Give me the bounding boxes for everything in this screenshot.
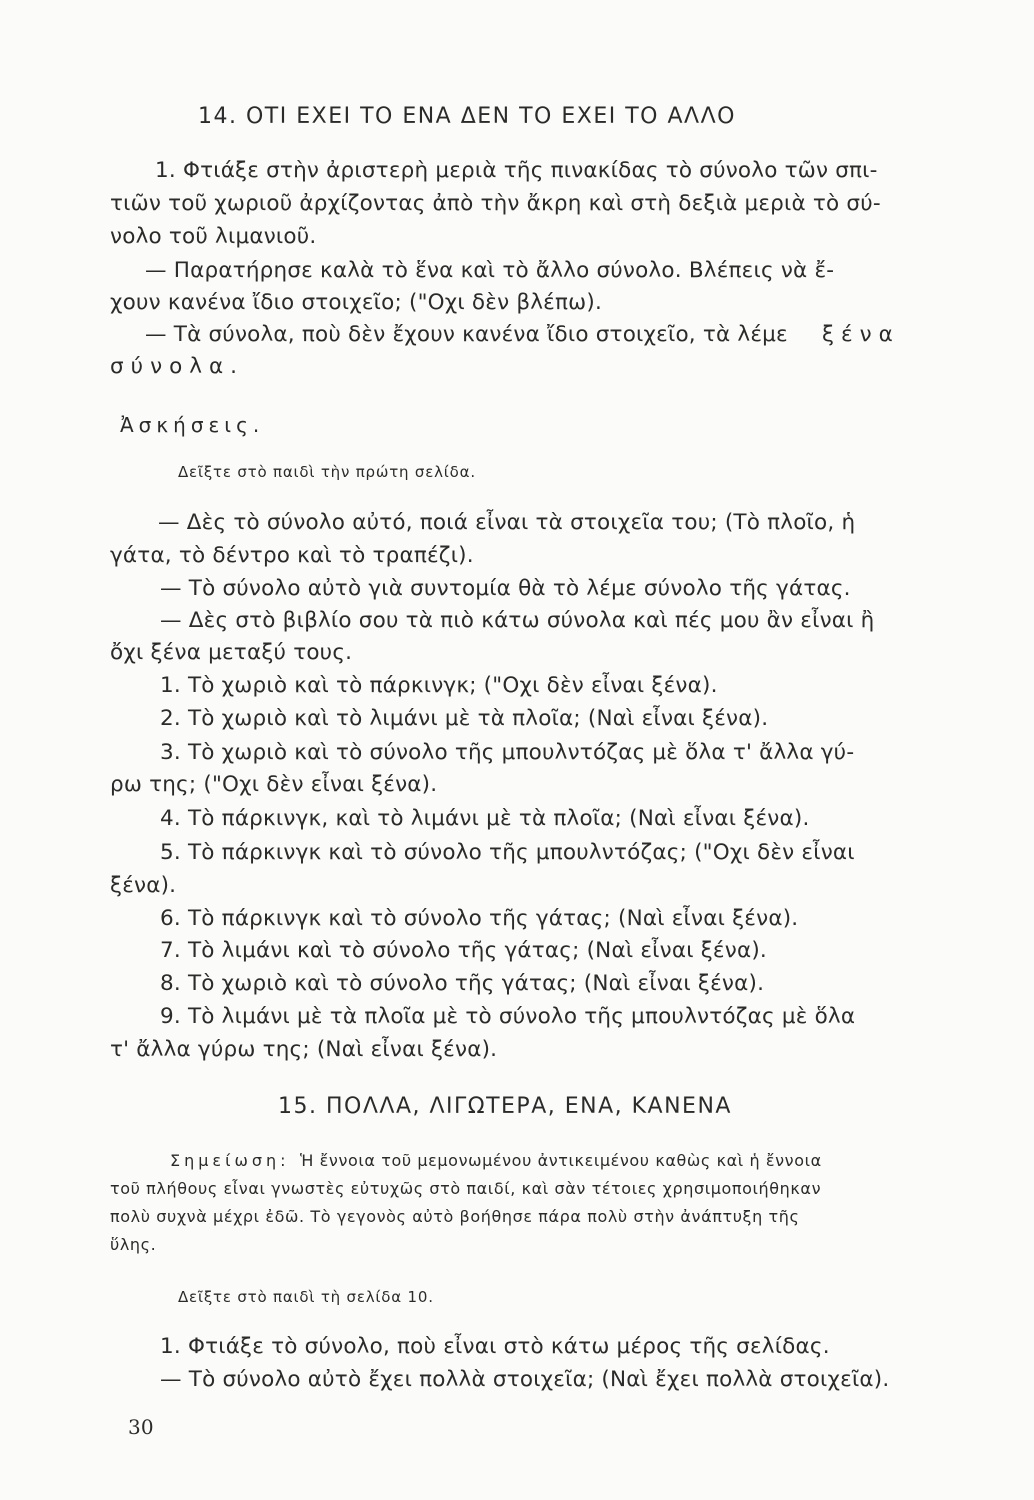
exercise-line: γάτα, τὸ δέντρο καὶ τὸ τραπέζι). xyxy=(110,543,474,568)
paragraph-line: 1. Φτιάξε στὴν ἀριστερὴ μεριὰ τῆς πινακίδας τὸ σύνολο τῶν σπι- xyxy=(155,158,878,183)
exercise-item: 4. Τὸ πάρκινγκ, καὶ τὸ λιμάνι μὲ τὰ πλοῖα; (Ναὶ εἶναι ξένα). xyxy=(160,806,810,831)
term-synola: σύνολα. xyxy=(110,354,244,379)
instruction: Δεῖξτε στὸ παιδὶ τὴ σελίδα 10. xyxy=(178,1288,434,1306)
exercise-item: 1. Τὸ χωριὸ καὶ τὸ πάρκινγκ; ("Οχι δὲν εἶναι ξένα). xyxy=(160,673,718,698)
note-line: τοῦ πλήθους εἶναι γνωστὲς εὐτυχῶς στὸ παιδί, καὶ σὰν τέτοιες χρησιμοποιήθηκαν xyxy=(110,1179,822,1198)
exercise-line: — Δὲς στὸ βιβλίο σου τὰ πιὸ κάτω σύνολα καὶ πές μου ἂν εἶναι ἢ xyxy=(160,608,875,633)
paragraph-line: — Παρατήρησε καλὰ τὸ ἕνα καὶ τὸ ἄλλο σύνολο. Βλέπεις νὰ ἔ- xyxy=(145,258,835,283)
paragraph-line: — Τὰ σύνολα, ποὺ δὲν ἔχουν κανένα ἴδιο στοιχεῖο, τὰ λέμε xyxy=(145,322,788,347)
exercise-line: 1. Φτιάξε τὸ σύνολο, ποὺ εἶναι στὸ κάτω μέρος τῆς σελίδας. xyxy=(160,1334,830,1359)
exercise-item: ξένα). xyxy=(110,873,177,898)
exercise-item: 3. Τὸ χωριὸ καὶ τὸ σύνολο τῆς μπουλντόζας μὲ ὅλα τ' ἄλλα γύ- xyxy=(160,740,855,765)
note-line: Ἡ ἔννοια τοῦ μεμονωμένου ἀντικειμένου καθὼς καὶ ἡ ἔννοια xyxy=(300,1151,822,1170)
exercise-item: 5. Τὸ πάρκινγκ καὶ τὸ σύνολο τῆς μπουλντόζας; ("Οχι δὲν εἶναι xyxy=(160,840,855,865)
note-label: Σημείωση: xyxy=(170,1151,290,1170)
exercise-item: ρω της; ("Οχι δὲν εἶναι ξένα). xyxy=(110,772,438,797)
note-line: πολὺ συχνὰ μέχρι ἐδῶ. Τὸ γεγονὸς αὐτὸ βοήθησε πάρα πολὺ στὴν ἀνάπτυξη τῆς xyxy=(110,1207,800,1226)
paragraph-line: χουν κανένα ἴδιο στοιχεῖο; ("Οχι δὲν βλέπω). xyxy=(110,290,602,315)
section-15-title: 15. ΠΟΛΛΑ, ΛΙΓΩΤΕΡΑ, ΕΝΑ, ΚΑΝΕΝΑ xyxy=(278,1094,732,1119)
note-line: ὕλης. xyxy=(110,1235,157,1254)
exercise-item: 2. Τὸ χωριὸ καὶ τὸ λιμάνι μὲ τὰ πλοῖα; (Ναὶ εἶναι ξένα). xyxy=(160,706,769,731)
paragraph-line: νολο τοῦ λιμανιοῦ. xyxy=(110,224,317,249)
term-xena: ξένα xyxy=(822,322,900,347)
exercise-item: 8. Τὸ χωριὸ καὶ τὸ σύνολο τῆς γάτας; (Ναὶ εἶναι ξένα). xyxy=(160,971,765,996)
exercise-item: τ' ἄλλα γύρω της; (Ναὶ εἶναι ξένα). xyxy=(110,1037,498,1062)
exercise-item: 7. Τὸ λιμάνι καὶ τὸ σύνολο τῆς γάτας; (Ναὶ εἶναι ξένα). xyxy=(160,938,767,963)
instruction: Δεῖξτε στὸ παιδὶ τὴν πρώτη σελίδα. xyxy=(178,463,476,481)
page-number: 30 xyxy=(128,1415,154,1439)
exercise-line: ὄχι ξένα μεταξύ τους. xyxy=(110,640,353,665)
paragraph-line: τιῶν τοῦ χωριοῦ ἀρχίζοντας ἀπὸ τὴν ἄκρη καὶ στὴ δεξιὰ μεριὰ τὸ σύ- xyxy=(110,191,881,216)
exercise-item: 9. Τὸ λιμάνι μὲ τὰ πλοῖα μὲ τὸ σύνολο τῆς μπουλντόζας μὲ ὅλα xyxy=(160,1004,856,1029)
exercise-line: — Τὸ σύνολο αὐτὸ ἔχει πολλὰ στοιχεῖα; (Ναὶ ἔχει πολλὰ στοιχεῖα). xyxy=(160,1367,890,1392)
section-14-title: 14. ΟΤΙ ΕΧΕΙ ΤΟ ΕΝΑ ΔΕΝ ΤΟ ΕΧΕΙ ΤΟ ΑΛΛΟ xyxy=(198,104,736,129)
exercise-line: — Δὲς τὸ σύνολο αὐτό, ποιά εἶναι τὰ στοιχεῖα του; (Τὸ πλοῖο, ἡ xyxy=(158,510,856,535)
exercise-item: 6. Τὸ πάρκινγκ καὶ τὸ σύνολο τῆς γάτας; (Ναὶ εἶναι ξένα). xyxy=(160,906,799,931)
exercises-heading: Ἀσκήσεις. xyxy=(120,413,265,437)
exercise-line: — Τὸ σύνολο αὐτὸ γιὰ συντομία θὰ τὸ λέμε σύνολο τῆς γάτας. xyxy=(160,576,851,601)
